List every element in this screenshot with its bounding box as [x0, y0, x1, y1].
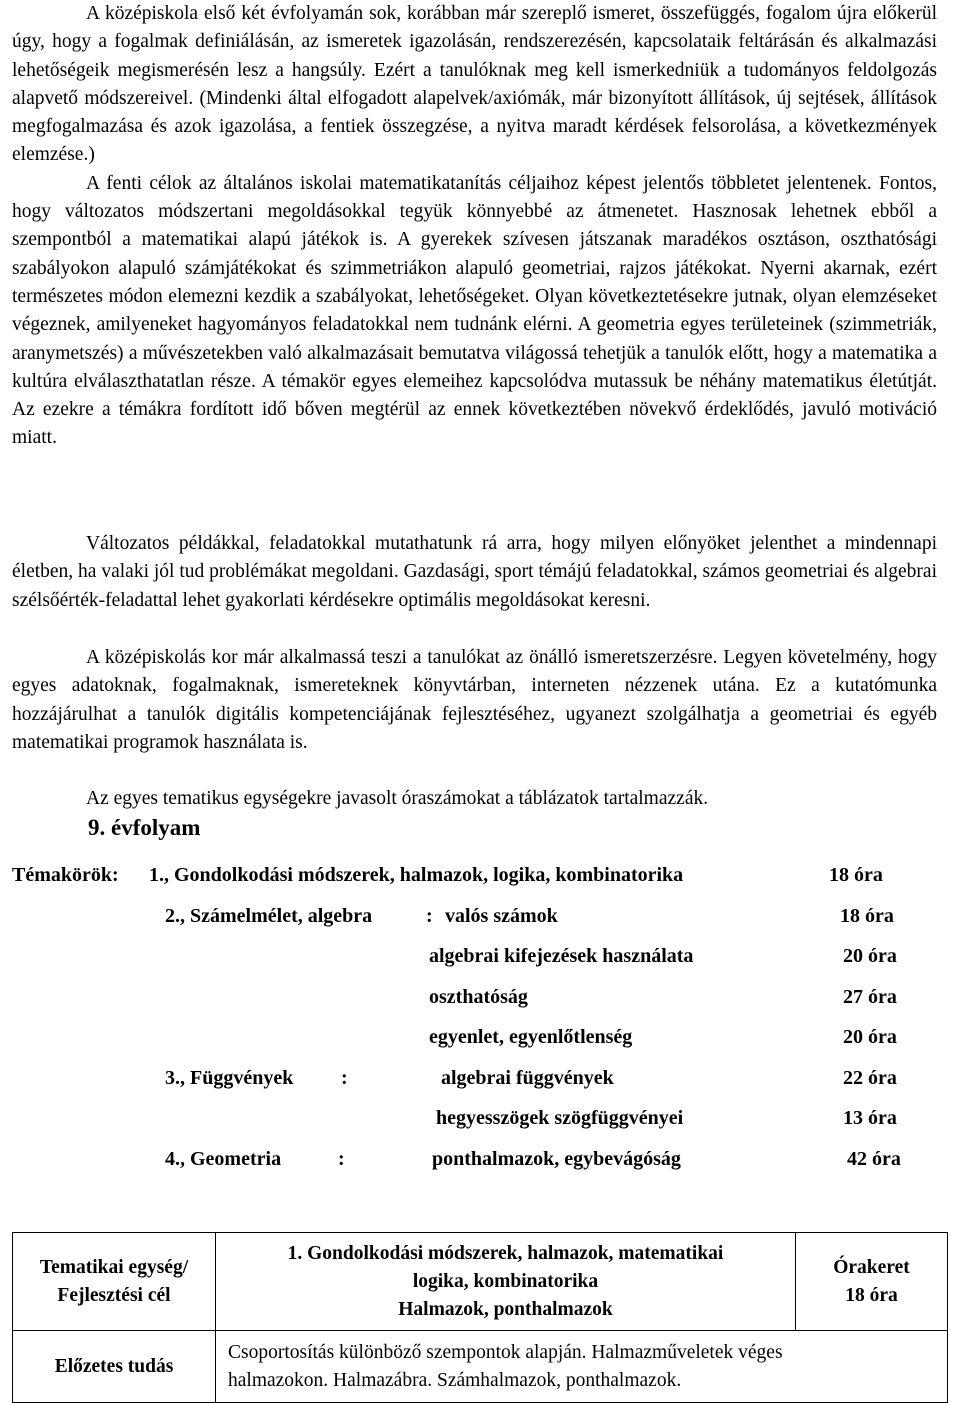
topic-2-item-hours: 20 óra	[843, 1026, 897, 1048]
topic-4-item-hours: 42 óra	[847, 1148, 901, 1170]
table-row	[13, 1233, 948, 1331]
topics-prefix: Témakörök:	[12, 864, 119, 886]
intro-sentence-1: A középiskola első két évfolyamán sok, korábban már szereplő ismeret, összefüggés, fogalom újra előkerül úgy, hogy a fogalmak definiálásán, az ismeretek igazolásán, rendszerezésén, kapcsolataik feltárásán és alkalmazási lehetőségeik megismerésén lesz a hangsúly.	[12, 3, 937, 81]
intro-sentence-3: (Mindenki által elfogadott alapelvek/axiómák, már bizonyított állítások, új sejtések, állítások megfogalmazása és azok igazolása, a fentiek összegzése, a nyitva maradt kérdések felsorolása, a következmények elemzése.)	[12, 87, 937, 166]
cell-line: Órakeret	[833, 1256, 910, 1278]
topic-3-item-hours: 22 óra	[843, 1067, 897, 1089]
tables-note-paragraph: Az egyes tematikus egységekre javasolt óraszámokat a táblázatok tartalmazzák.	[86, 788, 709, 809]
prior-knowledge-cell	[216, 1331, 948, 1403]
topic-2-item-hours: 20 óra	[843, 945, 897, 967]
unit-title-cell	[216, 1233, 796, 1331]
topic-1-hours: 18 óra	[829, 864, 883, 886]
grade-heading: 9. évfolyam	[88, 815, 201, 840]
topic-3-item-hours: 13 óra	[843, 1107, 897, 1129]
table-row	[13, 1331, 948, 1403]
self-study-paragraph: A középiskolás kor már alkalmassá teszi a tanulókat az önálló ismeretszerzésre. Legyen követelmény, hogy egyes adatoknak, fogalmaknak, ismereteknek könyvtárban, interneten nézzenek utána. Ez a kutatómunka hozzájárulhat a tanulók digitális kompetenciájának fejlesztéséhez, ugyanezt szolgálhatja a geometriai és egyéb matematikai programok használata is.	[12, 647, 937, 753]
cell-line: Csoportosítás különböző szempontok alapján. Halmazműveletek véges	[228, 1341, 783, 1363]
cell-line: logika, kombinatorika	[412, 1270, 599, 1292]
topic-4-label: 4., Geometria	[165, 1148, 282, 1170]
cell-line: Halmazok, ponthalmazok	[398, 1298, 613, 1320]
topic-2-item-hours: 27 óra	[843, 986, 897, 1008]
unit-header-cell	[13, 1233, 216, 1331]
topic-3-label: 3., Függvények	[165, 1067, 294, 1089]
topic-3-item-name: hegyesszögek szögfüggvényei	[436, 1107, 684, 1129]
intro-paragraph	[12, 0, 937, 453]
topic-3-colon: :	[341, 1067, 348, 1089]
intro-sentence-2: Ezért a tanulóknak meg kell ismerkedniük a tudományos feldolgozás alapvető módszereivel.	[12, 59, 938, 109]
topic-2-item-name: valós számok	[445, 905, 558, 927]
cell-line: Fejlesztési cél	[57, 1284, 171, 1306]
cell-line: 1. Gondolkodási módszerek, halmazok, matematikai	[287, 1242, 724, 1264]
examples-paragraph: Változatos példákkal, feladatokkal mutathatunk rá arra, hogy milyen előnyöket jelenthet a mindennapi életben, ha valaki jól tud problémákat megoldani. Gazdasági, sport témájú feladatokkal, számos geometriai és algebrai szélsőérték-feladattal lehet gyakorlati kérdésekre optimális megoldásokat keresni.	[12, 533, 937, 611]
topic-3-item-name: algebrai függvények	[441, 1067, 614, 1089]
topic-4-item-name: ponthalmazok, egybevágóság	[432, 1148, 681, 1170]
cell-line: Tematikai egység/	[39, 1256, 189, 1278]
topic-2-item-name: egyenlet, egyenlőtlenség	[429, 1026, 633, 1048]
cell-line: halmazokon. Halmazábra. Számhalmazok, ponthalmazok.	[228, 1369, 682, 1391]
topic-1-label: 1., Gondolkodási módszerek, halmazok, logika, kombinatorika	[149, 864, 684, 886]
topic-2-colon: :	[426, 905, 433, 927]
topic-2-label: 2., Számelmélet, algebra	[165, 905, 373, 927]
prior-knowledge-header-cell: Előzetes tudás	[13, 1331, 216, 1403]
topic-2-item-name: oszthatóság	[429, 986, 528, 1008]
topic-2-item-hours: 18 óra	[840, 905, 894, 927]
goals-paragraph: A fenti célok az általános iskolai matematikatanítás céljaihoz képest jelentős többletet jelentenek. Fontos, hogy változatos módszertani megoldásokkal tegyük könnyebbé az átmenetet. Hasznosak lehetnek ebből a szempontból a matematikai alapú játékok is. A gyerekek szívesen játszanak maradékos osztáson, oszthatósági szabályokon alapuló számjátékokat és szimmetriákon alapuló geometriai, rajzos játékokat. Nyerni akarnak, ezért természetes módon elemezni kezdik a szabályokat, lehetőségeket. Olyan következtetésekre jutnak, olyan elemzéseket végeznek, amilyeneket hagyományos feladatokkal nem tudnánk elérni. A geometria egyes területeinek (szimmetriák, aranymetszés) a művészetekben való alkalmazásait bemutatva világossá tehetjük a tanulók előtt, hogy a matematika a kultúra elválaszthatatlan része. A témakör egyes elemeihez kapcsolódva mutassuk be néhány matematikus életútját. Az ezekre a témákra fordított idő bőven megtérül az ennek következtében növekvő érdeklődés, javuló motiváció miatt.	[12, 172, 937, 449]
topic-2-item-name: algebrai kifejezések használata	[429, 945, 694, 967]
curriculum-table	[12, 1232, 948, 1403]
topic-4-colon: :	[338, 1148, 345, 1170]
cell-line: 18 óra	[845, 1284, 898, 1306]
hours-cell	[796, 1233, 948, 1331]
